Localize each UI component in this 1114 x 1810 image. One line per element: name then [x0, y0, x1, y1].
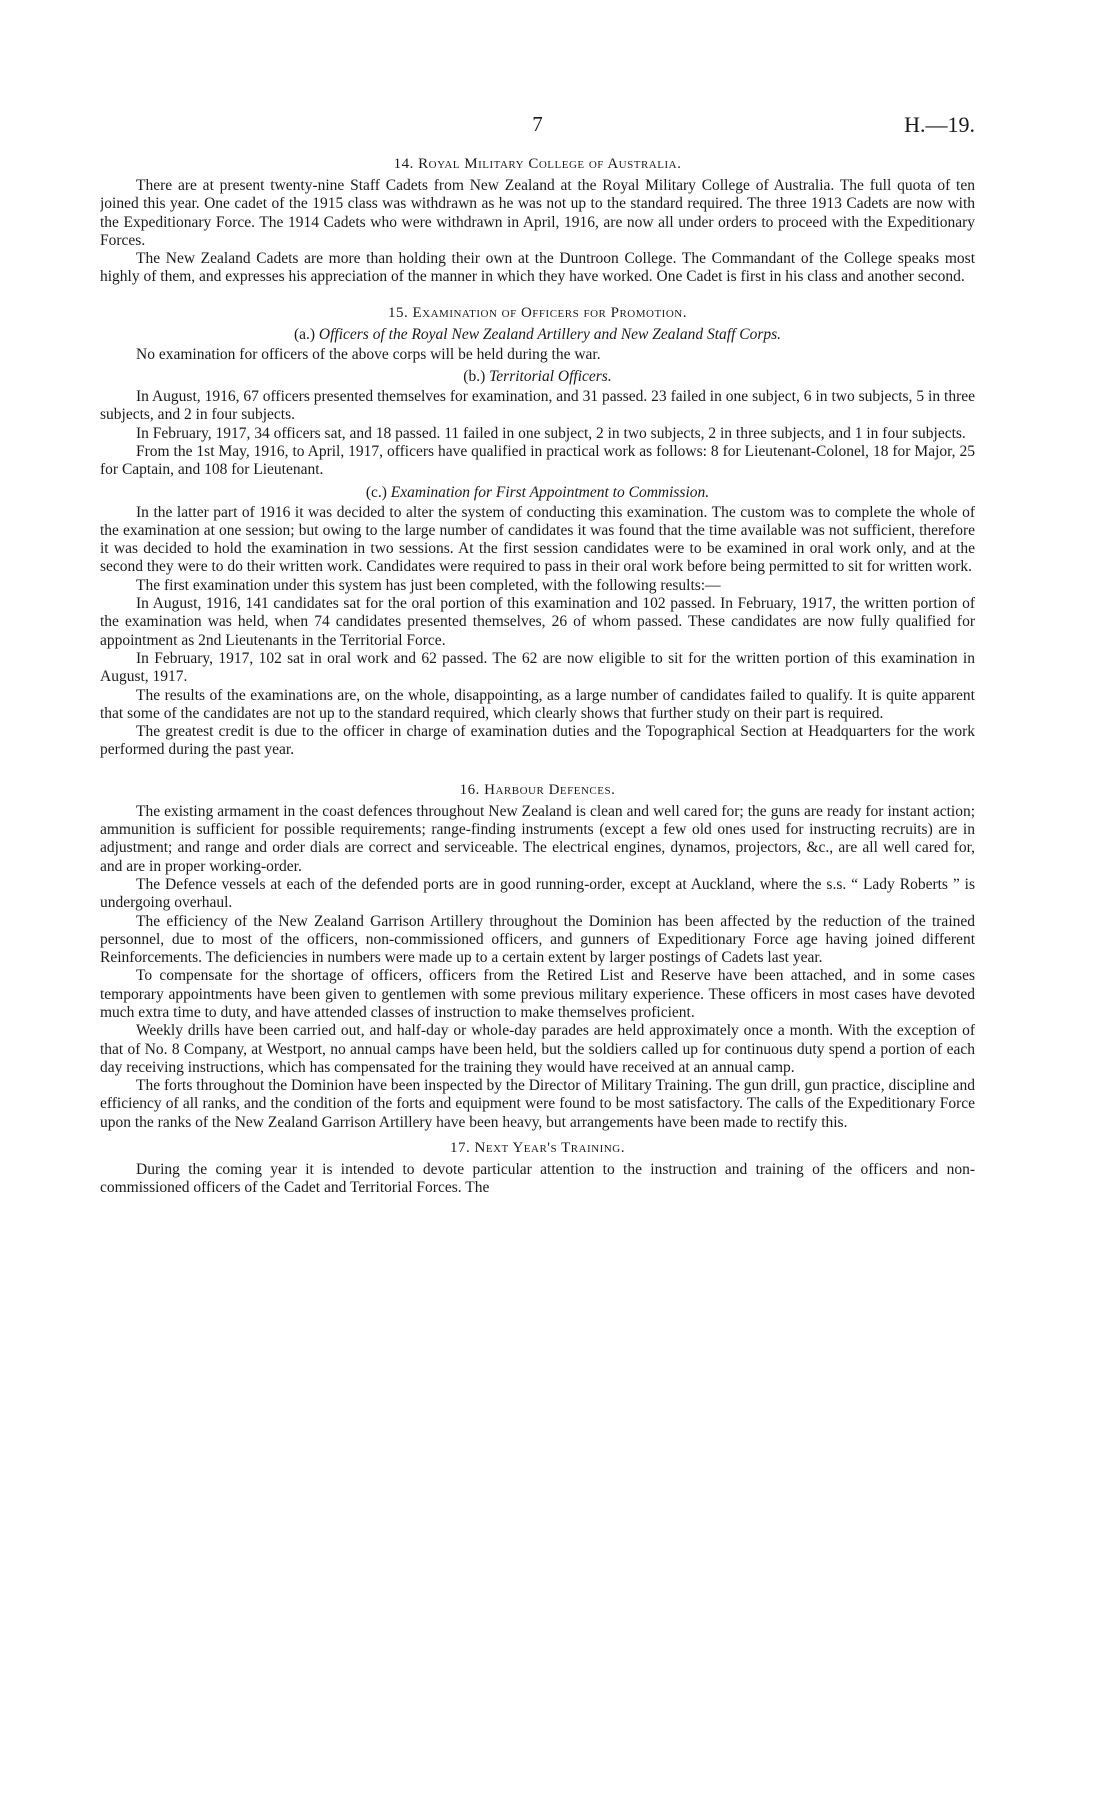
section-14-paragraph-2: The New Zealand Cadets are more than holding their own at the Duntroon College. The Commandant of the College speaks most highly of them, and expresses his appreciation of the manner in which they have worked. One Cadet is first in his class and another second. — [100, 250, 975, 286]
section-16-heading: 16. Harbour Defences. — [459, 781, 616, 798]
section-15a-paragraph-1: No examination for officers of the above corps will be held during the war. — [136, 345, 601, 363]
subsection-marker: (c.) — [365, 483, 387, 501]
section-15c-paragraph-1: In the latter part of 1916 it was decided to alter the system of conducting this examination. The custom was to complete the whole of the examination at one session; but owing to the large number of candidates it was found that the time available was not sufficient, therefore it was decided to hold the examination in two sessions. At the first session candidates were to be examined in oral work only, and at the second they were to do their written work. Candidates were required to pass in their oral work before being permitted to sit for written work. — [100, 503, 975, 576]
section-15b-heading — [100, 368, 975, 386]
section-16-paragraph-3: The efficiency of the New Zealand Garrison Artillery throughout the Dominion has been affected by the reduction of the trained personnel, due to most of the officers, non-commissioned officers, and gunners of Expeditionary Force age having joined different Reinforcements. The deficiencies in numbers were made up to a certain extent by larger postings of Cadets last year. — [100, 912, 975, 967]
subsection-marker: (a.) — [293, 325, 316, 343]
section-15b-paragraph-1: In August, 1916, 67 officers presented themselves for examination, and 31 passed. 23 failed in one subject, 6 in two subjects, 5 in three subjects, and 2 in four subjects. — [100, 388, 975, 424]
section-16-paragraph-4: To compensate for the shortage of officers, officers from the Retired List and Reserve have been attached, and in some cases temporary appointments have been given to gentlemen with some previous military experience. These officers in most cases have devoted much extra time to duty, and have attended classes of instruction to make themselves proficient. — [100, 967, 975, 1021]
section-16-paragraph-2: The Defence vessels at each of the defended ports are in good running-order, except at Auckland, where the s.s. “ Lady Roberts ” is undergoing overhaul. — [100, 875, 975, 912]
subsection-marker: (b.) — [463, 368, 486, 386]
section-14-heading: 14. Royal Military College of Australia. — [393, 156, 682, 172]
section-15b-paragraph-3: From the 1st May, 1916, to April, 1917, officers have qualified in practical work as follows: 8 for Lieutenant-Colonel, 18 for Major, 25 for Captain, and 108 for Lieutenant. — [100, 442, 975, 479]
subsection-title: Territorial Officers. — [489, 368, 612, 386]
section-15c-paragraph-6: The greatest credit is due to the officer in charge of examination duties and the Topographical Section at Headquarters for the work performed during the past year. — [100, 723, 975, 759]
section-17-heading: 17. Next Year's Training. — [450, 1140, 625, 1157]
section-16-paragraph-5: Weekly drills have been carried out, and half-day or whole-day parades are held approximately once a month. With the exception of that of No. 8 Company, at Westport, no annual camps have been held, but the soldiers called up for continuous duty spend a portion of each day receiving instructions, which has compensated for the training they would have received at an annual camp. — [100, 1022, 975, 1076]
section-15c-paragraph-4: In February, 1917, 102 sat in oral work and 62 passed. The 62 are now eligible to sit for the written portion of this examination in August, 1917. — [100, 649, 975, 686]
page-number: 7 — [532, 112, 543, 136]
section-14-paragraph-1: There are at present twenty-nine Staff Cadets from New Zealand at the Royal Military College of Australia. The full quota of ten joined this year. One cadet of the 1915 class was withdrawn as he was not up to the standard required. The three 1913 Cadets are now with the Expeditionary Force. The 1914 Cadets who were withdrawn in April, 1916, are now all under orders to proceed with the Expeditionary Forces. — [100, 177, 975, 249]
section-17-paragraph-1: During the coming year it is intended to devote particular attention to the instruction and training of the officers and non-commissioned officers of the Cadet and Territorial Forces. The — [100, 1161, 975, 1197]
subsection-title: Officers of the Royal New Zealand Artillery and New Zealand Staff Corps. — [318, 325, 782, 343]
section-15-heading: 15. Examination of Officers for Promotion. — [387, 304, 687, 321]
section-15c-heading — [100, 484, 975, 502]
section-15c-paragraph-2: The first examination under this system has just been completed, with the following results:— — [136, 576, 721, 594]
section-15c-paragraph-5: The results of the examinations are, on the whole, disappointing, as a large number of candidates failed to qualify. It is quite apparent that some of the candidates are not up to the standard required, which clearly shows that further study on their part is required. — [100, 686, 975, 722]
subsection-title: Examination for First Appointment to Commission. — [390, 483, 710, 501]
section-16-paragraph-1: The existing armament in the coast defences throughout New Zealand is clean and well cared for; the guns are ready for instant action; ammunition is sufficient for possible requirements; range-finding instruments (except a few old ones used for instructing recruits) are in adjustment; and range and order dials are correct and serviceable. The electrical engines, dynamos, projectors, &c., are all well cared for, and are in proper working-order. — [100, 802, 975, 875]
document-page — [100, 112, 975, 1792]
section-16-paragraph-6: The forts throughout the Dominion have been inspected by the Director of Military Training. The gun drill, gun practice, discipline and efficiency of all ranks, and the condition of the forts and equipment were found to be most satisfactory. The calls of the Expeditionary Force upon the ranks of the New Zealand Garrison Artillery have been heavy, but arrangements have been made to rectify this. — [100, 1077, 975, 1131]
running-header — [100, 112, 975, 148]
section-15a-heading — [100, 326, 975, 344]
document-reference: H.—19. — [904, 112, 975, 137]
section-15c-paragraph-3: In August, 1916, 141 candidates sat for the oral portion of this examination and 102 passed. In February, 1917, the written portion of the examination was held, when 74 candidates presented themselves, 26 of whom passed. These candidates are now fully qualified for appointment as 2nd Lieutenants in the Territorial Force. — [100, 595, 975, 649]
section-15b-paragraph-2: In February, 1917, 34 officers sat, and 18 passed. 11 failed in one subject, 2 in two subjects, 2 in three subjects, and 1 in four subjects. — [136, 424, 966, 442]
